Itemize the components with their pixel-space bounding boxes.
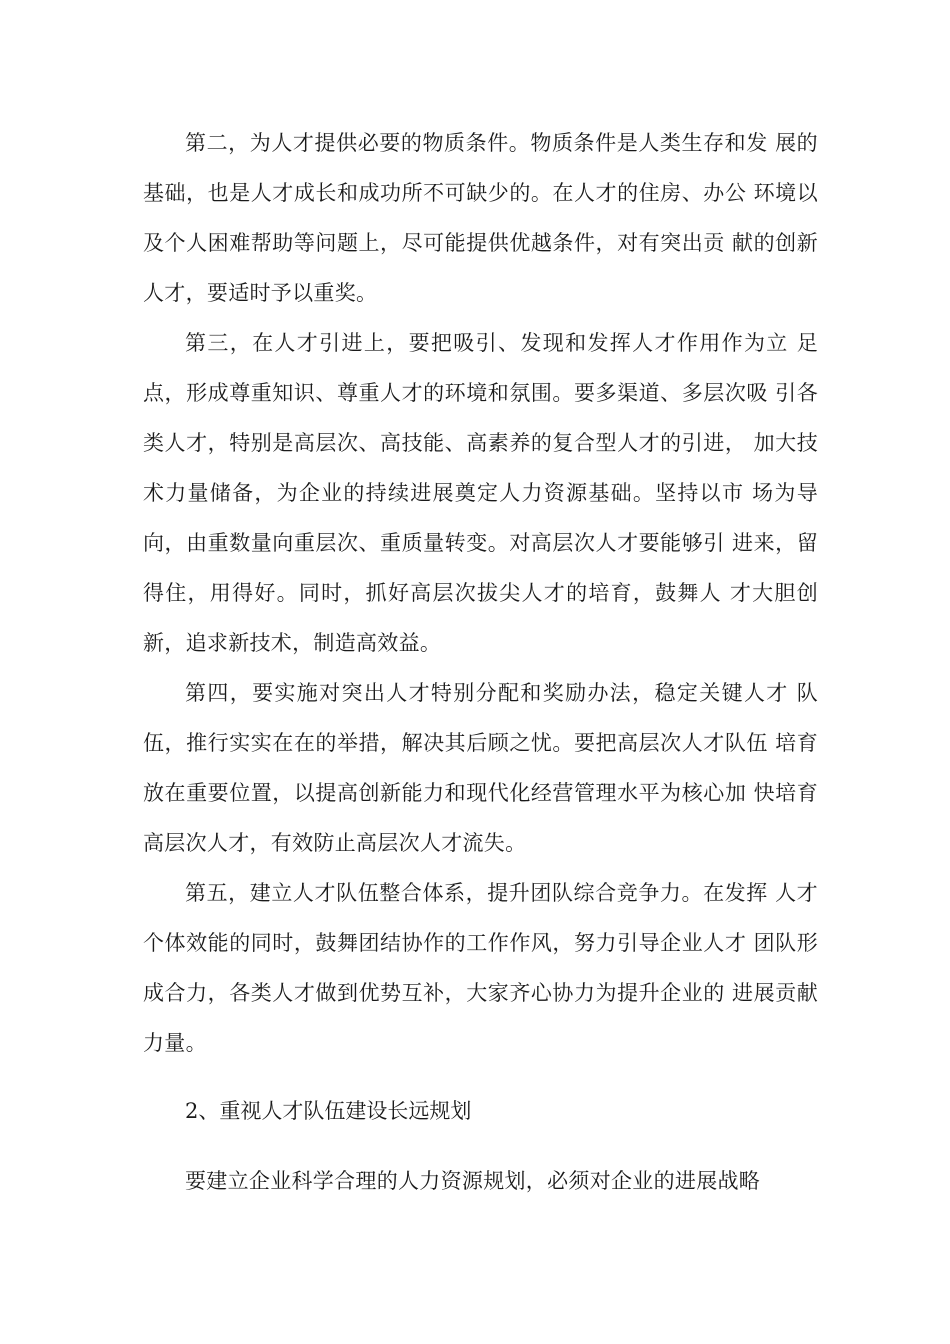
section-heading: 2、重视人才队伍建设长远规划 bbox=[185, 1099, 472, 1123]
document-page bbox=[143, 118, 818, 1206]
paragraph-fourth: 第四，要实施对突出人才特别分配和奖励办法，稳定关键人才 队伍，推行实实在在的举措，解决其后顾之忧。要把高层次人才队伍 培育放在重要位置，以提高创新能力和现代化经营管理水平为核心加 快培育高层次人才，有效防止高层次人才流失。 bbox=[143, 681, 818, 855]
paragraph-third: 第三，在人才引进上，要把吸引、发现和发挥人才作用作为立 足点，形成尊重知识、尊重人才的环境和氛围。要多渠道、多层次吸 引各类人才，特别是高层次、高技能、高素养的复合型人才的引进， 加大技术力量储备，为企业的持续进展奠定人力资源基础。坚持以市 场为导向，由重数量向重层次、重质量转变。对高层次人才要能够引 进来，留得住，用得好。同时，抓好高层次拔尖人才的培育，鼓舞人 才大胆创新，追求新技术，制造高效益。 bbox=[143, 331, 818, 655]
paragraph-second: 第二，为人才提供必要的物质条件。物质条件是人类生存和发 展的基础，也是人才成长和成功所不可缺少的。在人才的住房、办公 环境以及个人困难帮助等问题上，尽可能提供优越条件，对有突出贡 献的创新人才，要适时予以重奖。 bbox=[143, 131, 818, 305]
paragraph-fifth: 第五，建立人才队伍整合体系，提升团队综合竞争力。在发挥 人才个体效能的同时，鼓舞团结协作的工作作风，努力引导企业人才 团队形成合力，各类人才做到优势互补，大家齐心协力为提升企业的 进展贡献力量。 bbox=[143, 881, 818, 1055]
paragraph-closing: 要建立企业科学合理的人力资源规划，必须对企业的进展战略 bbox=[185, 1169, 761, 1193]
